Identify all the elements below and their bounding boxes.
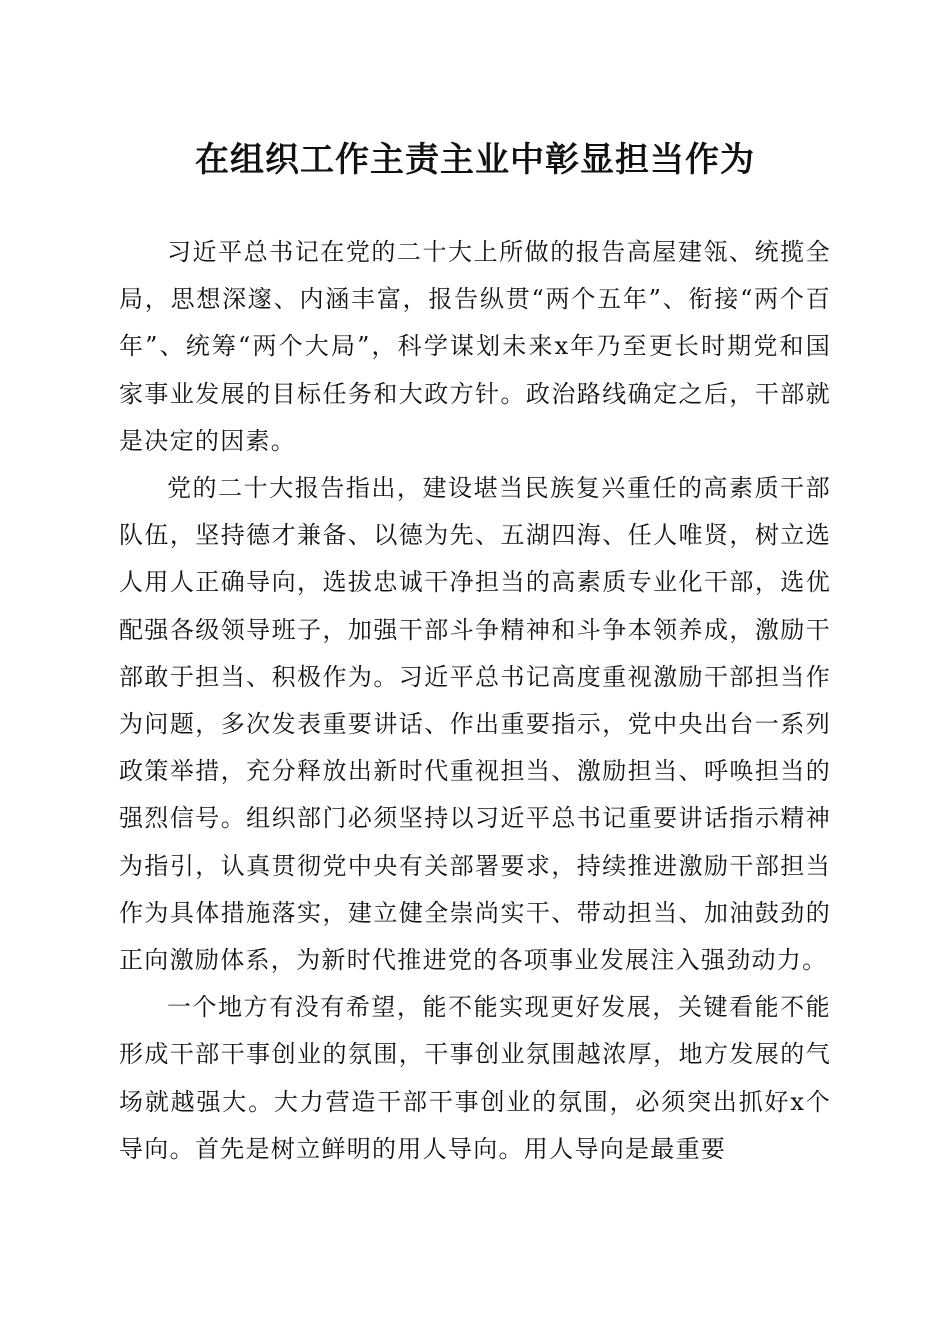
document-title: 在组织工作主责主业中彰显担当作为 [195,140,755,180]
paragraph-3: 一个地方有没有希望，能不能实现更好发展，关键看能不能形成干部干事创业的氛围，干事创业氛围越浓厚，地方发展的气场就越强大。大力营造干部干事创业的氛围，必须突出抓好x个导向。首先是树立鲜明的用人导向。用人导向是最重要 [119,993,831,1163]
paragraph-2: 党的二十大报告指出，建设堪当民族复兴重任的高素质干部队伍，坚持德才兼备、以德为先、五湖四海、任人唯贤，树立选人用人正确导向，选拔忠诚干净担当的高素质专业化干部，选优配强各级领导班子，加强干部斗争精神和斗争本领养成，激励干部敢于担当、积极作为。习近平总书记高度重视激励干部担当作为问题，多次发表重要讲话、作出重要指示，党中央出台一系列政策举措，充分释放出新时代重视担当、激励担当、呼唤担当的强烈信号。组织部门必须坚持以习近平总书记重要讲话指示精神为指引，认真贯彻党中央有关部署要求，持续推进激励干部担当作为具体措施落实，建立健全崇尚实干、带动担当、加油鼓劲的正向激励体系，为新时代推进党的各项事业发展注入强劲动力。 [119,474,831,975]
paragraph-1: 习近平总书记在党的二十大上所做的报告高屋建瓴、统揽全局，思想深邃、内涵丰富，报告纵贯“两个五年”、衔接“两个百年”、统筹“两个大局”，科学谋划未来x年乃至更长时期党和国家事业发展的目标任务和大政方针。政治路线确定之后，干部就是决定的因素。 [119,238,831,455]
document-body [119,229,831,1173]
